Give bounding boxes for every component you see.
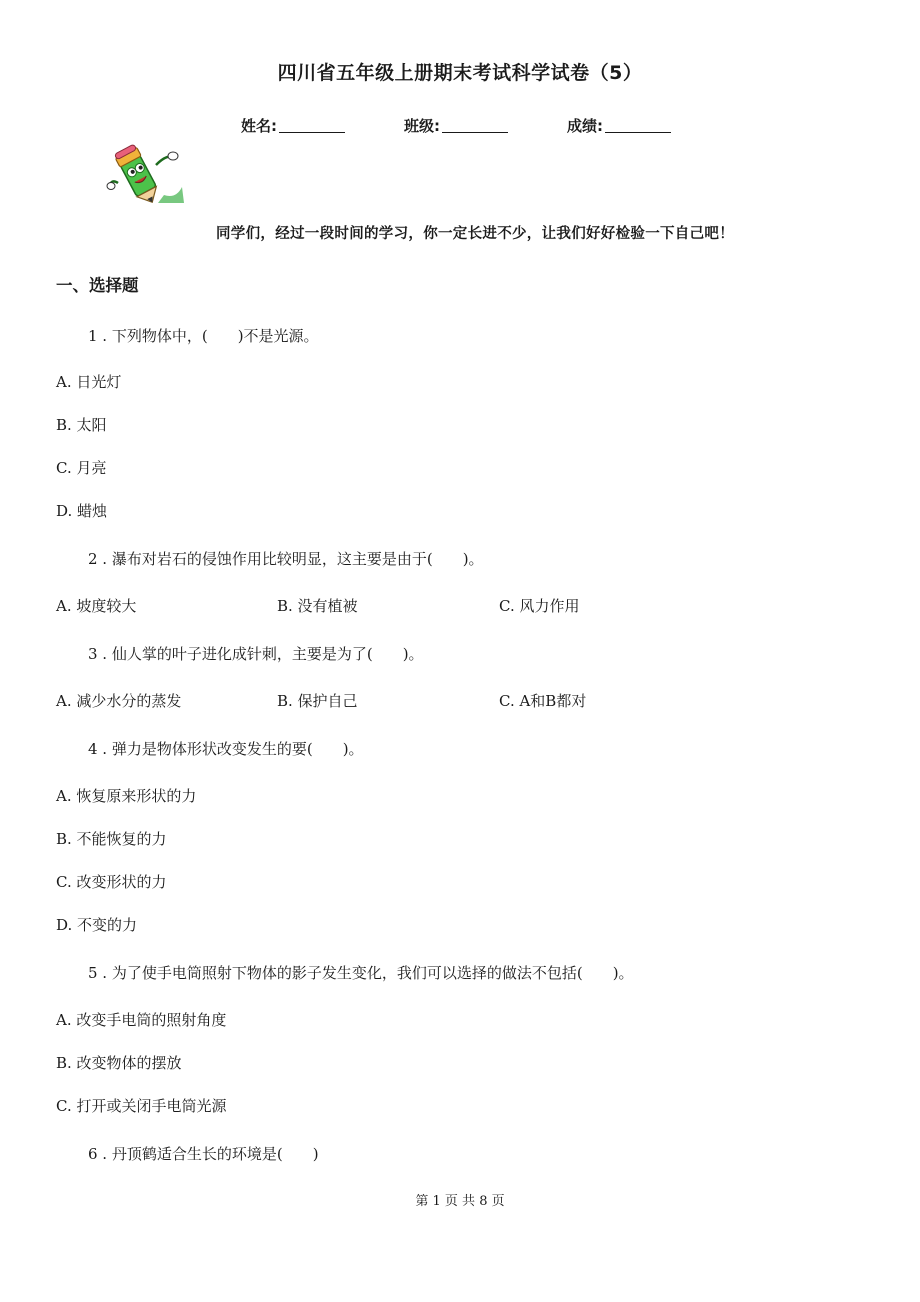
page-title: 四川省五年级上册期末考试科学试卷（5） <box>277 62 643 84</box>
question-2-option-b[interactable]: B. 没有植被 <box>277 597 358 615</box>
question-2-option-a[interactable]: A. 坡度较大 <box>56 597 137 615</box>
name-field <box>241 115 345 136</box>
question-4-option-b[interactable]: B. 不能恢复的力 <box>56 830 167 848</box>
question-3-option-c[interactable]: C. A和B都对 <box>499 692 587 710</box>
question-5-stem: 5 . 为了使手电筒照射下物体的影子发生变化，我们可以选择的做法不包括( )。 <box>88 964 634 982</box>
question-3-stem: 3 . 仙人掌的叶子进化成针刺，主要是为了( )。 <box>88 645 424 663</box>
question-6-stem: 6 . 丹顶鹤适合生长的环境是( ) <box>88 1145 319 1163</box>
class-label: 班级: <box>404 117 440 135</box>
page-footer: 第 1 页 共 8 页 <box>415 1194 505 1209</box>
question-4-option-d[interactable]: D. 不变的力 <box>56 916 138 934</box>
class-blank <box>442 118 508 133</box>
pencil-mascot-icon <box>106 143 186 209</box>
greeting-text: 同学们，经过一段时间的学习，你一定长进不少，让我们好好检验一下自己吧！ <box>216 226 734 242</box>
score-blank <box>605 118 671 133</box>
question-3-option-b[interactable]: B. 保护自己 <box>277 692 358 710</box>
question-1-stem: 1 . 下列物体中，( )不是光源。 <box>88 327 319 345</box>
score-field <box>567 115 671 136</box>
question-1-option-b[interactable]: B. 太阳 <box>56 416 107 434</box>
class-field <box>404 115 508 136</box>
question-1-option-a[interactable]: A. 日光灯 <box>56 373 122 391</box>
question-1-option-d[interactable]: D. 蜡烛 <box>56 502 108 520</box>
score-label: 成绩: <box>567 117 603 135</box>
name-blank <box>279 118 345 133</box>
section-title: 一、选择题 <box>56 276 139 295</box>
question-5-option-a[interactable]: A. 改变手电筒的照射角度 <box>56 1011 227 1029</box>
name-label: 姓名: <box>241 117 277 135</box>
question-3-option-a[interactable]: A. 减少水分的蒸发 <box>56 692 182 710</box>
question-4-option-c[interactable]: C. 改变形状的力 <box>56 873 167 891</box>
question-2-option-c[interactable]: C. 风力作用 <box>499 597 580 615</box>
question-4-stem: 4 . 弹力是物体形状改变发生的要( )。 <box>88 740 364 758</box>
question-5-option-c[interactable]: C. 打开或关闭手电筒光源 <box>56 1097 227 1115</box>
question-5-option-b[interactable]: B. 改变物体的摆放 <box>56 1054 182 1072</box>
question-4-option-a[interactable]: A. 恢复原来形状的力 <box>56 787 197 805</box>
question-2-stem: 2 . 瀑布对岩石的侵蚀作用比较明显，这主要是由于( )。 <box>88 550 484 568</box>
question-1-option-c[interactable]: C. 月亮 <box>56 459 107 477</box>
